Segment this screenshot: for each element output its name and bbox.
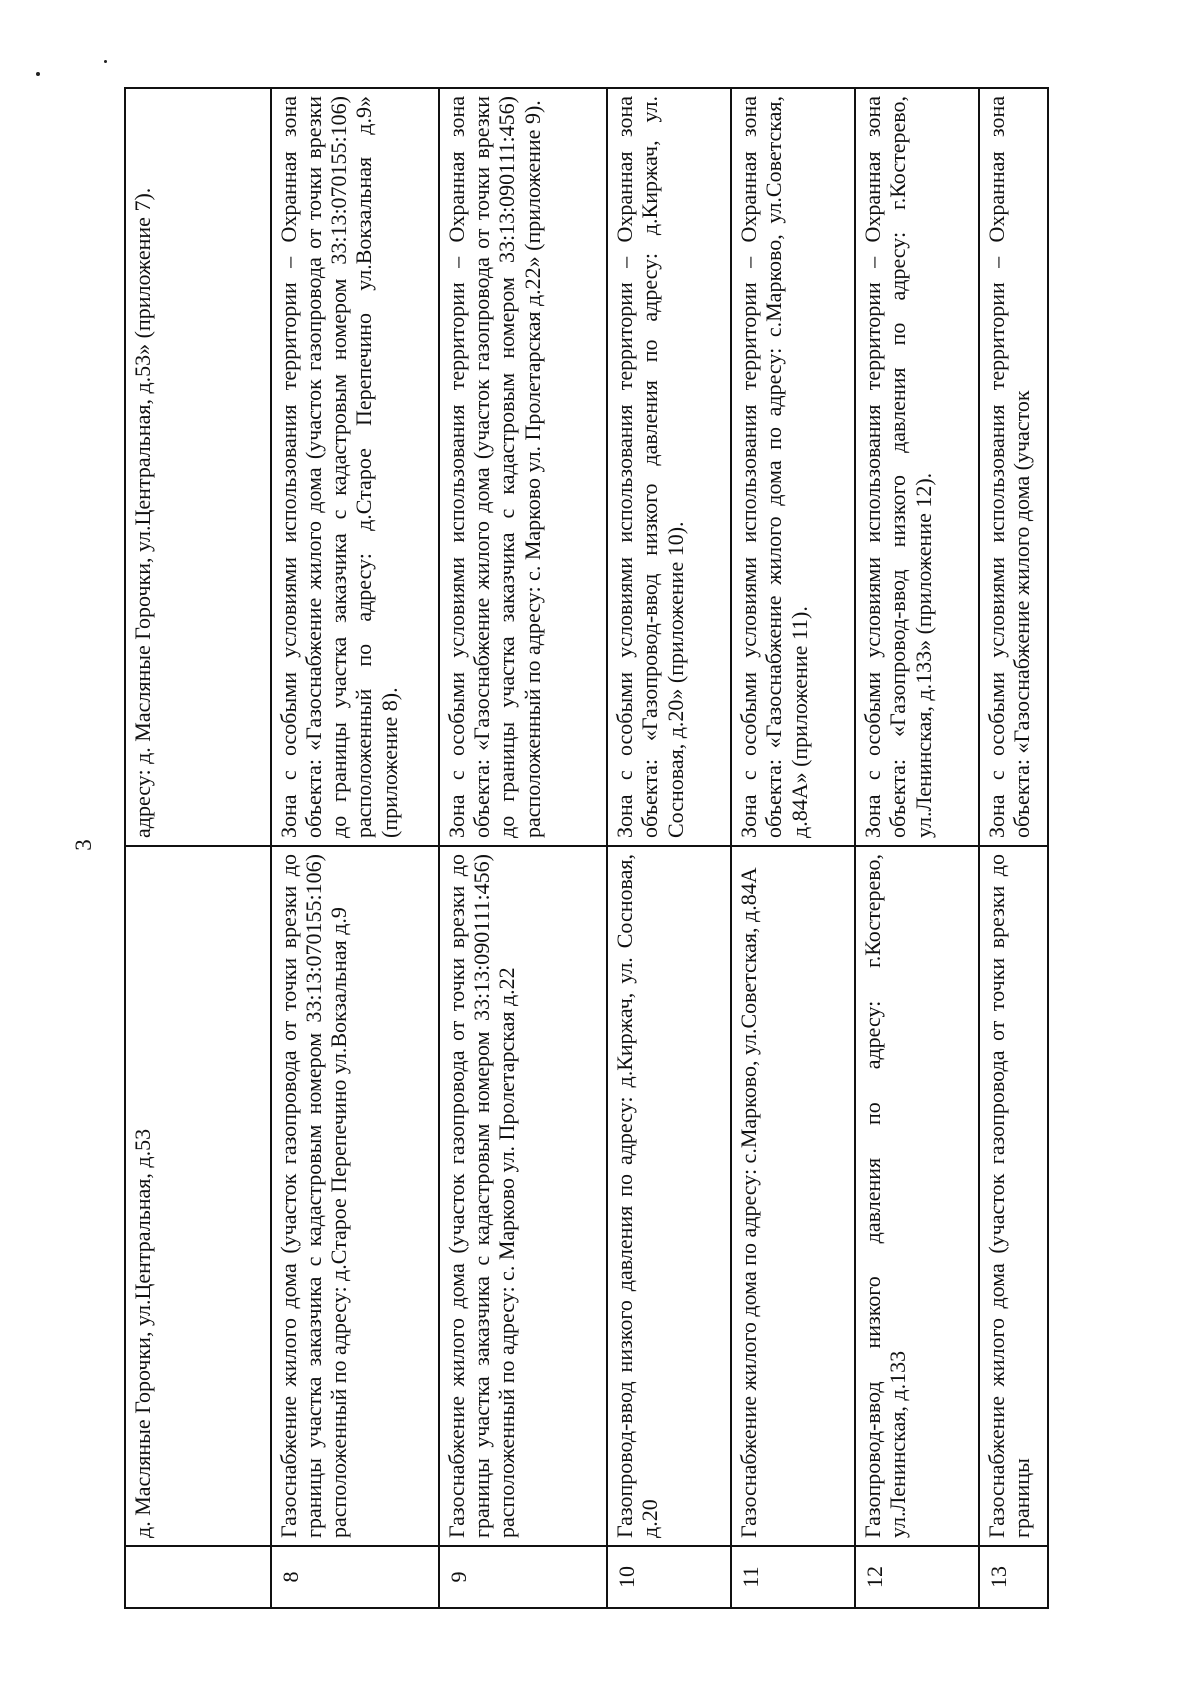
row-number-cell: 10 <box>607 1546 731 1608</box>
object-cell: Газопровод-ввод низкого давления по адресу: д.Киржач, ул. Сосновая, д.20 <box>607 846 731 1546</box>
table-row <box>731 88 855 1608</box>
object-cell: Газопровод-ввод низкого давления по адресу: г.Костерево, ул.Ленинская, д.133 <box>855 846 979 1546</box>
object-cell: Газоснабжение жилого дома (участок газопровода от точки врезки до границы <box>979 846 1048 1546</box>
row-number-cell: 8 <box>271 1546 439 1608</box>
zone-cell: Зона с особыми условиями использования территории – Охранная зона объекта: «Газопровод-ввод низкого давления по адресу: г.Костерево, ул.Ленинская, д.133» (приложение 12). <box>855 88 979 846</box>
row-number-cell: 13 <box>979 1546 1048 1608</box>
table-row <box>979 88 1048 1608</box>
row-number-cell: 11 <box>731 1546 855 1608</box>
table-row <box>439 88 607 1608</box>
object-cell: Газоснабжение жилого дома (участок газопровода от точки врезки до границы участка заказчика с кадастровым номером 33:13:070155:106) расположенный по адресу: д.Старое Перепечино ул.Вокзальная д.9 <box>271 846 439 1546</box>
object-cell: Газоснабжение жилого дома по адресу: с.Марково, ул.Советская, д.84А <box>731 846 855 1546</box>
table-row <box>607 88 731 1608</box>
protection-zones-table <box>124 87 1049 1609</box>
object-cell: Газоснабжение жилого дома (участок газопровода от точки врезки до границы участка заказчика с кадастровым номером 33:13:090111:456) расположенный по адресу: с. Марково ул. Пролетарская д.22 <box>439 846 607 1546</box>
zone-cell: Зона с особыми условиями использования территории – Охранная зона объекта: «Газоснабжение жилого дома по адресу: с.Марково, ул.Советская, д.84А» (приложение 11). <box>731 88 855 846</box>
table-row <box>125 88 271 1608</box>
zone-cell: Зона с особыми условиями использования территории – Охранная зона объекта: «Газоснабжение жилого дома (участок газопровода от точки врезки до границы участка заказчика с кадастровым номером 33:13:090111:456) расположенный по адресу: с. Марково ул. Пролетарская д.22» (приложение 9). <box>439 88 607 846</box>
zone-cell: Зона с особыми условиями использования территории – Охранная зона объекта: «Газоснабжение жилого дома (участок газопровода от точки врезки до границы участка заказчика с кадастровым номером 33:13:070155:106) расположенный по адресу: д.Старое Перепечино ул.Вокзальная д.9» (приложение 8). <box>271 88 439 846</box>
object-cell: д. Масляные Горочки, ул.Центральная, д.53 <box>125 846 271 1546</box>
zone-cell: Зона с особыми условиями использования территории – Охранная зона объекта: «Газопровод-ввод низкого давления по адресу: д.Киржач, ул. Сосновая, д.20» (приложение 10). <box>607 88 731 846</box>
rotated-table-wrapper <box>124 89 1049 1609</box>
zone-cell: Зона с особыми условиями использования территории – Охранная зона объекта: «Газоснабжение жилого дома (участок <box>979 88 1048 846</box>
zone-cell: адресу: д. Масляные Горочки, ул.Центральная, д.53» (приложение 7). <box>125 88 271 846</box>
row-number-cell: 12 <box>855 1546 979 1608</box>
row-number-cell <box>125 1546 271 1608</box>
scan-speck <box>36 72 40 76</box>
table-row <box>271 88 439 1608</box>
page-number: 3 <box>70 839 96 851</box>
table-row <box>855 88 979 1608</box>
scan-speck <box>104 60 107 63</box>
row-number-cell: 9 <box>439 1546 607 1608</box>
